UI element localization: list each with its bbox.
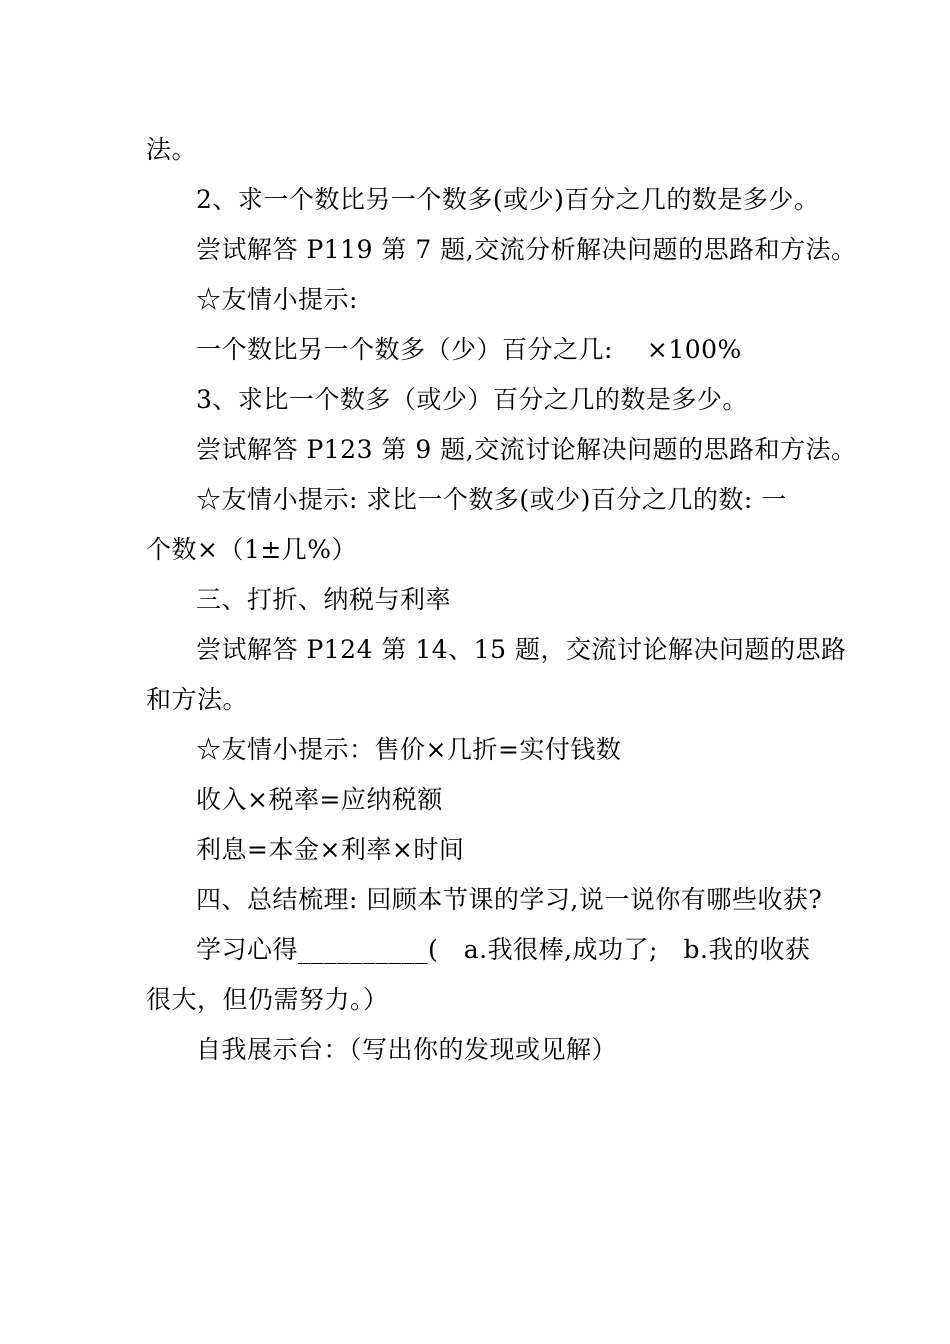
text-line: 学习心得__________( a.我很棒,成功了; b.我的收获 <box>196 935 811 964</box>
text-line: 尝试解答 P123 第 9 题,交流讨论解决问题的思路和方法。 <box>196 435 857 464</box>
hint-heading: ☆友情小提示: <box>196 285 358 314</box>
text-line: 和方法。 <box>146 685 249 714</box>
text-line: 很大，但仍需努力。） <box>146 985 389 1014</box>
text-line: 尝试解答 P119 第 7 题,交流分析解决问题的思路和方法。 <box>196 235 857 264</box>
hint-line: ☆友情小提示: 求比一个数多(或少)百分之几的数: 一 <box>196 485 787 514</box>
text-line: 自我展示台：（写出你的发现或见解） <box>196 1035 618 1064</box>
section-heading-2: 2、求一个数比另一个数多(或少)百分之几的数是多少。 <box>196 185 820 214</box>
section-heading-three: 三、打折、纳税与利率 <box>196 585 452 614</box>
text-line: 尝试解答 P124 第 14、15 题，交流讨论解决问题的思路 <box>196 635 847 664</box>
text-line: 法。 <box>146 135 198 164</box>
formula-line: 一个数比另一个数多（少）百分之几: ×100% <box>196 335 742 364</box>
formula-line: 利息=本金×利率×时间 <box>196 835 465 864</box>
section-heading-four: 四、总结梳理: 回顾本节课的学习,说一说你有哪些收获? <box>196 885 823 914</box>
formula-line: 收入×税率=应纳税额 <box>196 785 443 814</box>
formula-line: 个数×（1±几%） <box>146 535 358 564</box>
section-heading-3: 3、求比一个数多（或少）百分之几的数是多少。 <box>196 385 748 414</box>
hint-line: ☆友情小提示：售价×几折=实付钱数 <box>196 735 622 764</box>
